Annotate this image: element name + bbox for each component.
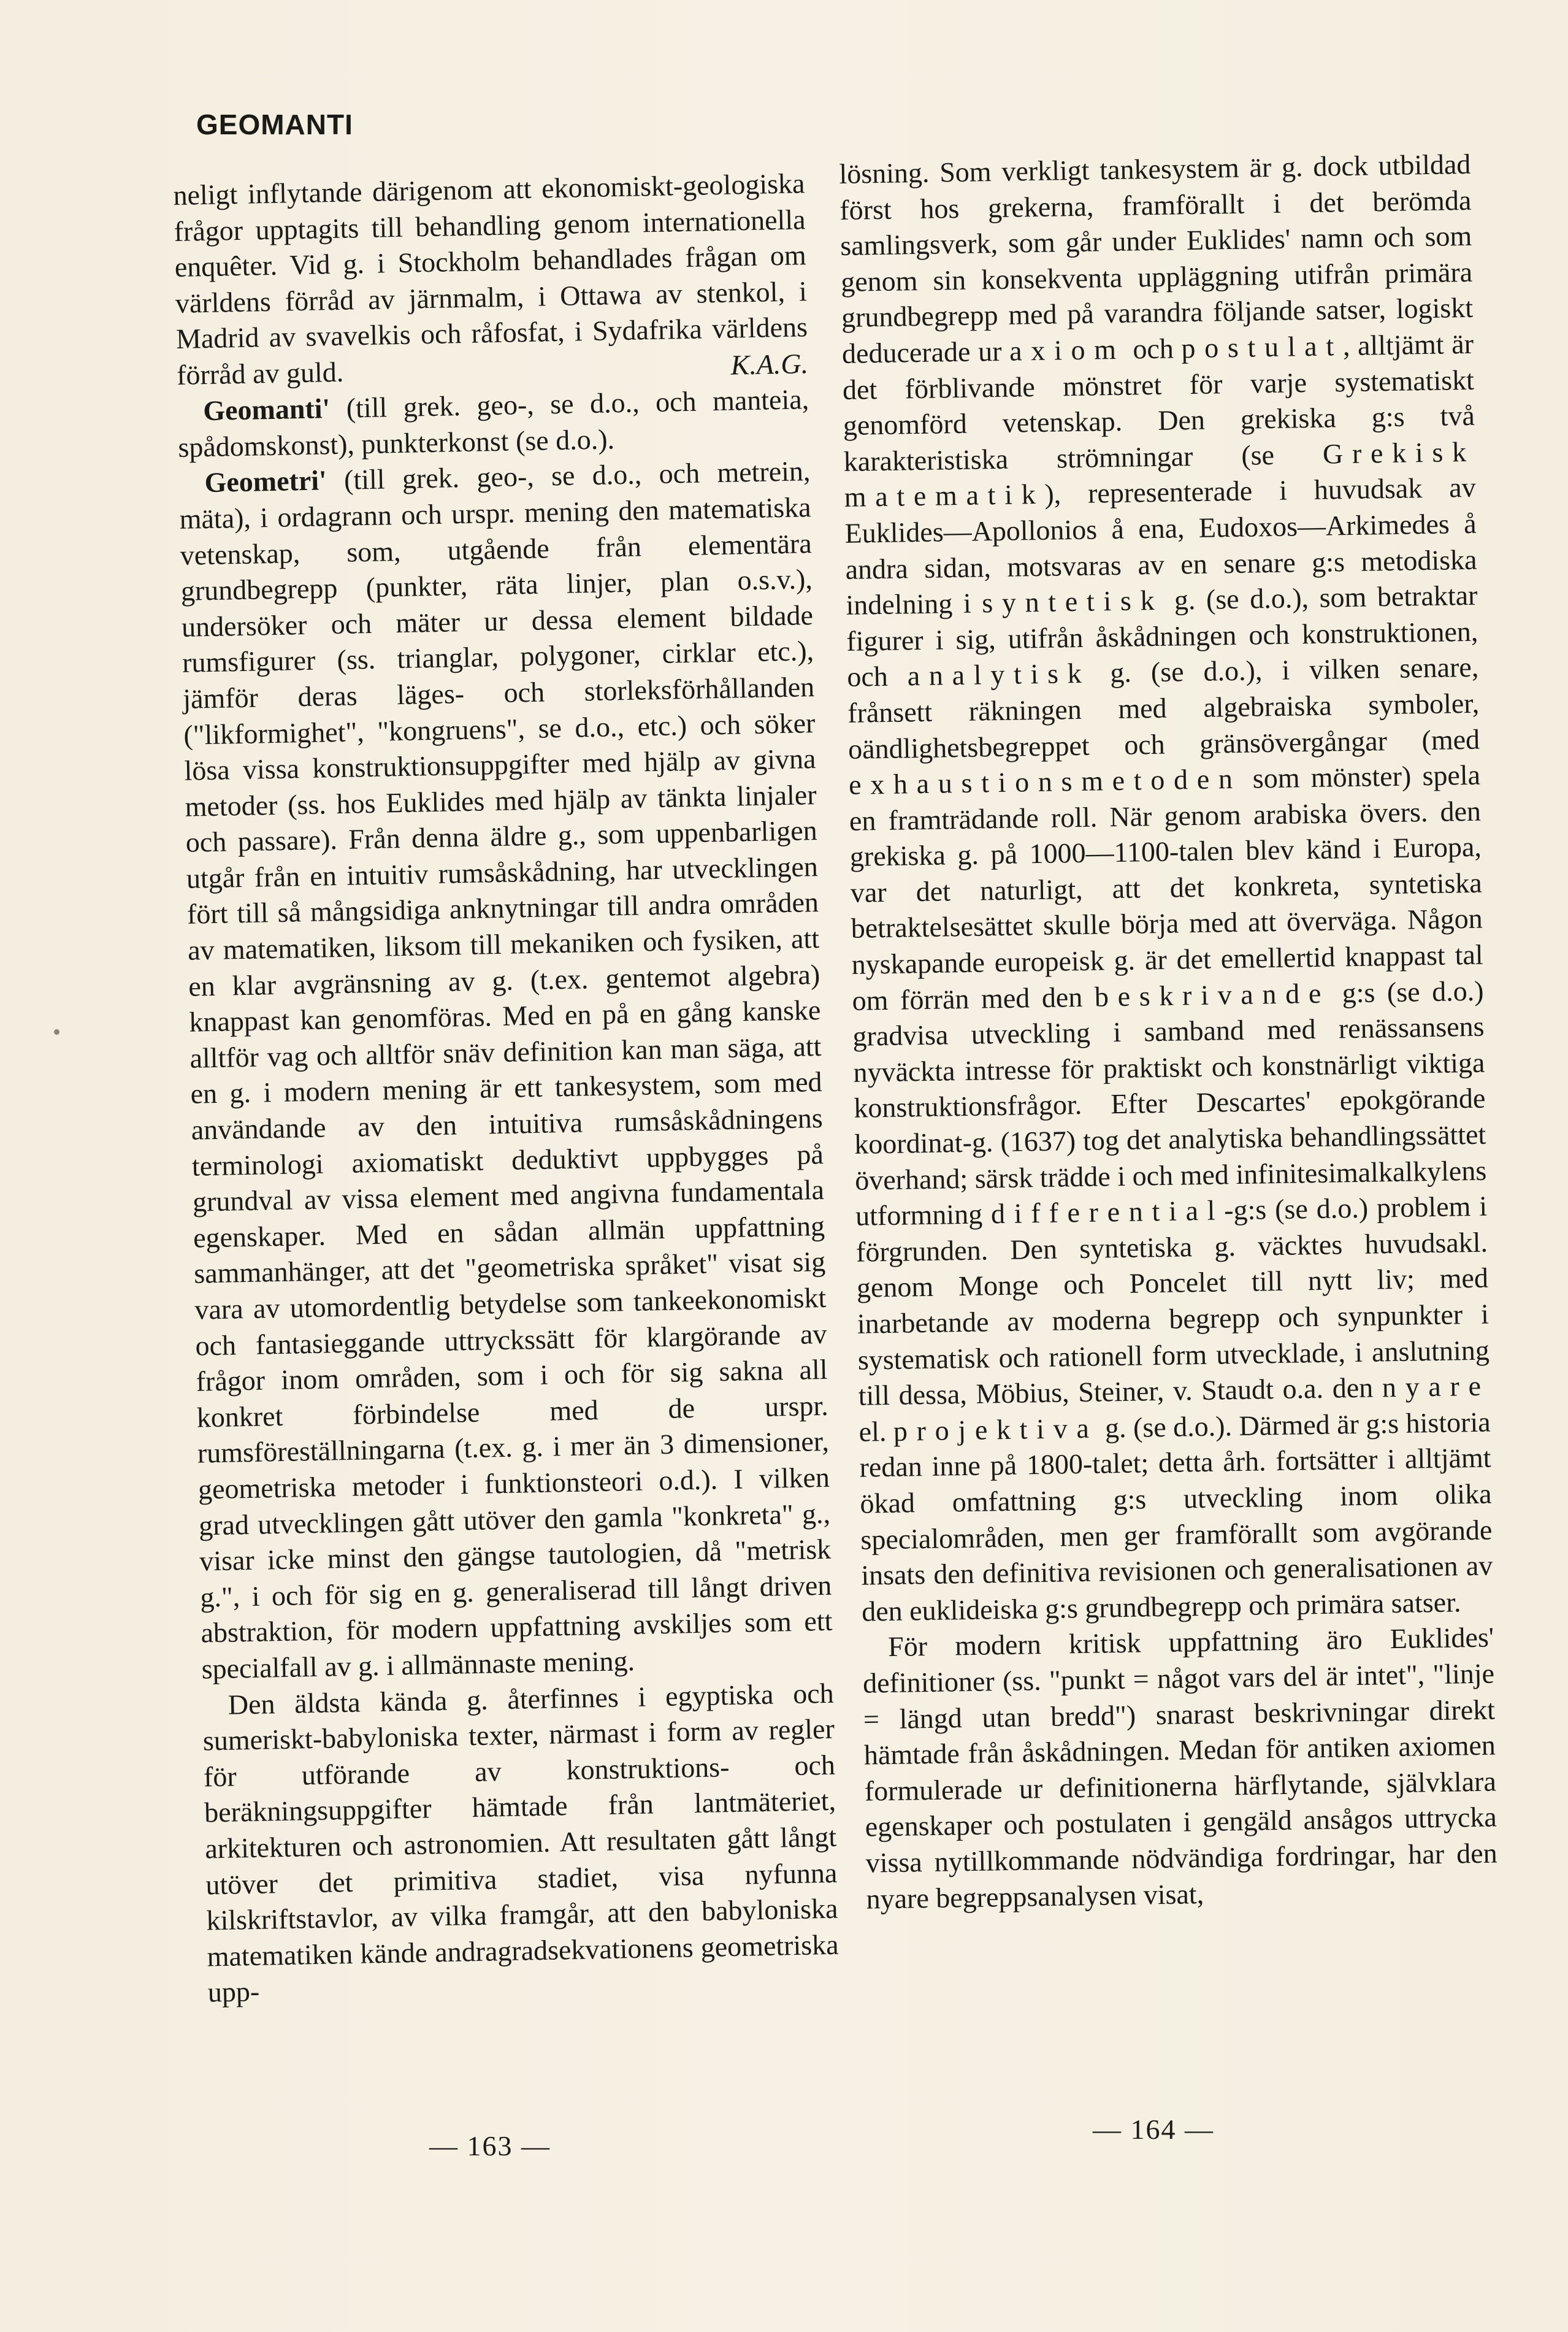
- text-run: g. (se d.o.). Därmed är g:s historia redan inne på 1800-talet; detta årh. fortsätter i alltjämt ökad omfattning g:s utveckling inom olika specialområden, men ger framförallt som avgörande insats den definitiva revisionen och generalisationen av den euklideiska g:s grundbegrepp och primära satser.: [859, 1406, 1493, 1627]
- page-number-right: — 164 —: [1093, 2114, 1214, 2145]
- text-run: g. (se d.o.), i vilken senare, frånsett räkningen med algebraiska symboler, oändlighetsbegreppet och gränsövergångar (med: [847, 651, 1480, 765]
- paragraph-intro: [173, 166, 809, 394]
- spaced-term: nyare: [1382, 1370, 1491, 1403]
- spaced-term: projektiva: [893, 1412, 1098, 1447]
- right-column: [839, 147, 1498, 1917]
- paper-spot: [54, 1029, 59, 1035]
- page-number-left: — 163 —: [429, 2130, 551, 2161]
- paragraph-modern: För modern kritisk uppfattning äro Euklides' definitioner (ss. "punkt = något vars del är intet", "linje = längd utan bredd") snarast beskrivningar direkt hämtade från åskådningen. Medan för antiken axiomen formulerade ur definitionerna härflytande, självklara egenskaper och postulaten i gengäld ansågos uttrycka vissa nytillkommande nödvändiga fordringar, har den nyare begreppsanalysen visat,: [862, 1621, 1497, 1915]
- entry-geometri: [178, 453, 833, 1687]
- paragraph-history: [839, 147, 1494, 1630]
- text-run: lösning. Som verkligt tankesystem är g. dock utbildad först hos grekerna, framförallt i det berömda samlingsverk, som går under Euklides' namn och som genom sin konsekventa uppläggning utifrån primära grundbegrepp med på varandra följande satser, logiskt deducerade ur: [839, 148, 1474, 369]
- text-run: ), representerade i huvudsak av Euklides—Apollonios å ena, Eudoxos—Arkimedes å andra sidan, motsvaras av en senare g:s metodiska indelning i: [844, 472, 1477, 621]
- author-signature: K.A.G.: [730, 347, 809, 381]
- text-run: g. (se d.o.), som betraktar figurer i sig, utifrån åskådningen och konstruktionen, och: [846, 579, 1478, 693]
- spaced-term: differential: [990, 1194, 1225, 1230]
- spaced-term: exhaustionsmetoden: [848, 762, 1242, 800]
- text-run: el.: [859, 1415, 894, 1448]
- entry-geometri-text: (till grek. geo-, se d.o., och metrein, mäta), i ordagrann och urspr. mening den matematiska vetenskap, som, utgående från elementära grundbegrepp (punkter, räta linjer, plan o.s.v.), undersöker och mäter ur dessa element bildade rumsfigurer (ss. trianglar, polygoner, cirklar etc.), jämför deras läges- och storleksförhållanden ("likformighet", "kongruens", se d.o., etc.) och söker lösa vissa konstruktionsuppgifter med hjälp av givna metoder (ss. hos Euklides med hjälp av tänkta linjaler och passare). Från denna äldre g., som uppenbarligen utgår från en intuitiv rumsåskådning, har utvecklingen fört till så mångsidiga anknytningar till andra områden av matematiken, liksom till mekaniken och fysiken, att en klar avgränsning av g. (t.ex. gentemot algebra) knappast kan genomföras. Med en på en gång kanske alltför vag och alltför snäv definition kan man säga, att en g. i modern mening är ett tankesystem, som med användande av den intuitiva rumsåskådningens terminologi axiomatiskt deduktivt uppbygges på grundval av vissa element med angivna fundamentala egenskaper. Med en sådan allmän uppfattning sammanhänger, att det "geometriska språket" visat sig vara av utomordentlig betydelse som tankeekonomiskt och fantasieggande uttryckssätt för klargörande av frågor inom områden, som i och för sig sakna all konkret förbindelse med de urspr. rumsföreställningarna (t.ex. g. i mer än 3 dimensioner, geometriska metoder i funktionsteori o.d.). I vilken grad utvecklingen gått utöver den gamla "konkreta" g., visar icke minst den gängse tautologien, då "metrisk g.", i och för sig en g. generaliserad till långt driven abstraktion, för modern uppfattning avskiljes som ett specialfall av g. i allmännaste mening.: [179, 455, 833, 1685]
- headword-geomanti: Geomanti': [202, 393, 331, 427]
- text-run: g:s (se d.o.) gradvisa utveckling i samband med renässansens nyväckta intresse för praktiskt och konstnärligt viktiga konstruktionsfrågor. Efter Descartes' epokgörande koordinat-g. (1637) tog det analytiska behandlingssättet överhand; särsk trädde i och med infinitesimalkalkylens utformning: [852, 975, 1487, 1232]
- headword-geometri: Geometri': [204, 464, 327, 499]
- spaced-term: beskrivande: [1094, 977, 1331, 1013]
- intro-text: neligt inflytande därigenom att ekonomiskt-geologiska frågor upptagits till behandling genom internationella enquêter. Vid g. i Stockholm behandlades frågan om världens förråd av järnmalm, i Ottawa av stenkol, i Madrid av svavelkis och råfosfat, i Sydafrika världens förråd av guld.: [173, 167, 808, 391]
- left-column: [173, 166, 839, 2011]
- text-run: -g:s (se d.o.) problem i förgrunden. Den syntetiska g. väcktes huvudsakl. genom Monge och Poncelet till nytt liv; med inarbetande av moderna begrepp och synpunkter i systematisk och rationell form utvecklade, i anslutning till dessa, Möbius, Steiner, v. Staudt o.a. den: [855, 1190, 1490, 1411]
- entry-geomanti-text: (till grek. geo-, se d.o., och manteia, spådomskonst), punkterkonst (se d.o.).: [177, 383, 809, 463]
- text-run: , alltjämt är det förblivande mönstret för varje systematiskt genomförd vetenskap. Den grekiska g:s två karakteristiska strömningar (se: [842, 328, 1475, 477]
- entry-geomanti: [177, 382, 810, 466]
- page-header: GEOMANTI: [196, 109, 353, 140]
- spaced-term: Grekisk matematik: [844, 435, 1476, 513]
- text-run: som mönster) spela en framträdande roll. När genom arabiska övers. den grekiska g. på 1000—1100-talen blev känd i Europa, var det naturligt, att det konkreta, syntetiska betraktelsesättet skulle börja med att överväga. Någon nyskapande europeisk g. är det emellertid knappast tal om förrän med den: [849, 759, 1483, 1016]
- spaced-term: axiom: [1009, 333, 1126, 367]
- text-run: och: [1125, 332, 1182, 365]
- paragraph-oldest: Den äldsta kända g. återfinnes i egyptiska och sumeriskt-babyloniska texter, närmast i form av regler för utförande av konstruktions- och beräkningsuppgifter hämtade från lantmäteriet, arkitekturen och astronomien. Att resultaten gått långt utöver det primitiva stadiet, visa nyfunna kilskriftstavlor, av vilka framgår, att den babyloniska matematiken kände andragradsekvationens geometriska upp-: [202, 1677, 839, 2008]
- spaced-term: syntetisk: [981, 584, 1164, 619]
- spaced-term: analytisk: [907, 657, 1091, 692]
- spaced-term: postulat: [1181, 330, 1344, 364]
